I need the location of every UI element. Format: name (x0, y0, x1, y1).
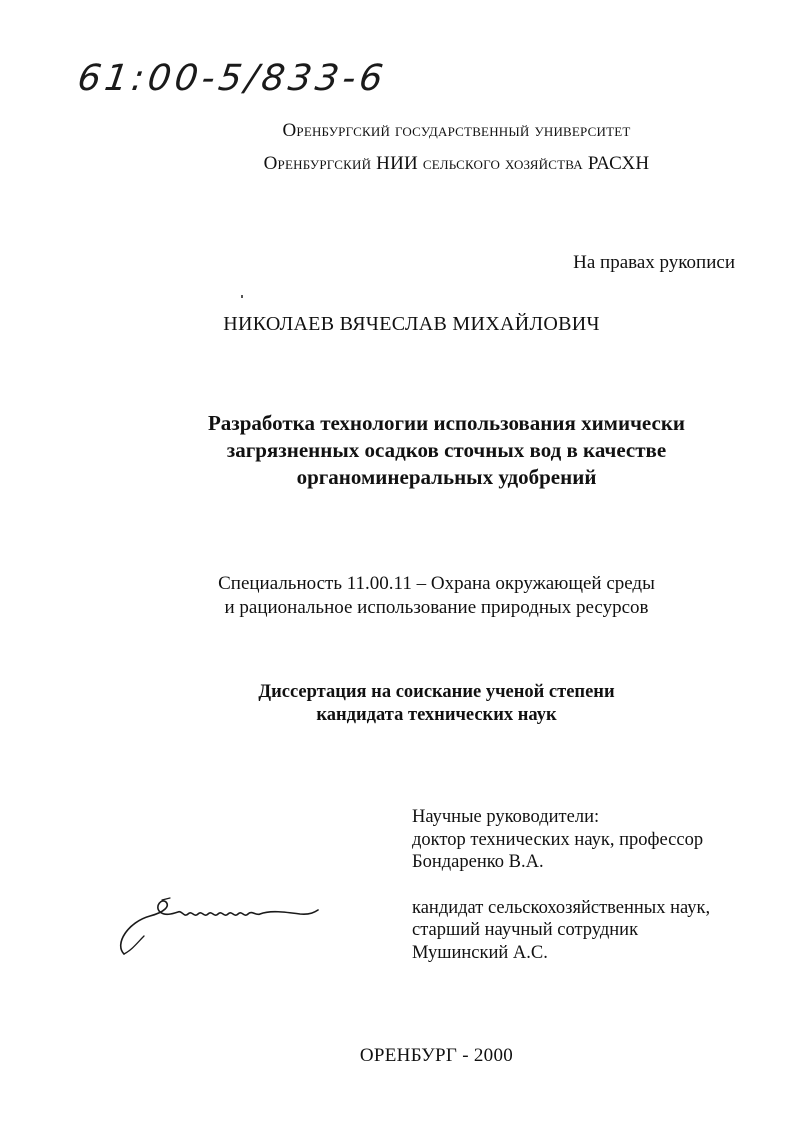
city-year: ОРЕНБУРГ - 2000 (359, 1045, 514, 1066)
degree-line-2: кандидата технических наук (316, 705, 557, 725)
archive-code: 61:00-5/833-6 (75, 58, 390, 99)
advisor-2-position: старший научный сотрудник (412, 920, 639, 940)
rights-notice: На правах рукописи (573, 252, 735, 273)
advisor-2-title: кандидат сельскохозяйственных наук, (412, 897, 711, 918)
advisor-1-name: Бондаренко В.А. (412, 852, 544, 872)
organization-institute: Оренбургский НИИ сельского хозяйства РАСХН (263, 153, 650, 174)
advisor-1-title: доктор технических наук, профессор (412, 829, 704, 850)
organization-university: Оренбургский государственный университет (282, 120, 631, 141)
specialty-line-2: и рациональное использование природных ресурсов (224, 597, 649, 618)
advisor-2-name: Мушинский А.С. (412, 942, 548, 963)
advisors-heading: Научные руководители: (412, 807, 600, 827)
scientific-advisors (412, 806, 710, 964)
specialty (150, 572, 723, 620)
dissertation-title (160, 410, 733, 491)
scan-speck (241, 295, 243, 298)
degree-line-1: Диссертация на соискание ученой степени (258, 682, 615, 702)
degree-statement (150, 681, 723, 727)
title-line-2: загрязненных осадков сточных вод в качестве (226, 438, 667, 462)
specialty-line-1: Специальность 11.00.11 – Охрана окружающей среды (218, 573, 655, 594)
advisors-spacer (412, 874, 710, 897)
title-line-3: органоминеральных удобрений (296, 465, 597, 489)
title-line-1: Разработка технологии использования химически (207, 411, 686, 435)
author-name: НИКОЛАЕВ ВЯЧЕСЛАВ МИХАЙЛОВИЧ (223, 313, 600, 335)
handwritten-signature (110, 892, 330, 962)
